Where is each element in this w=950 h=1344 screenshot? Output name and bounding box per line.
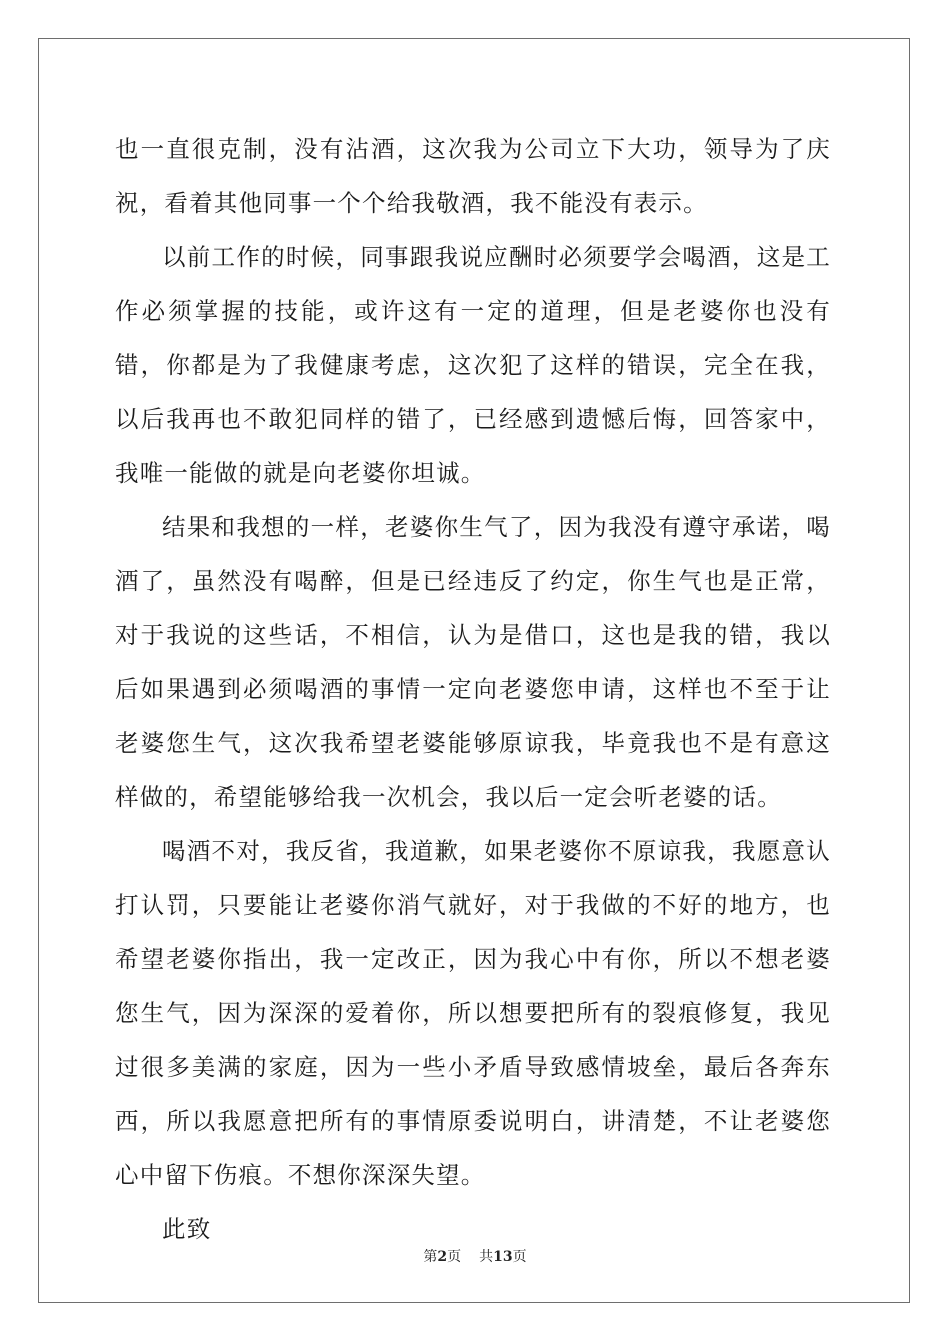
page-number: 2 xyxy=(437,1249,448,1265)
closing-salutation: 此致 xyxy=(162,1215,212,1243)
page-suffix: 页 xyxy=(447,1249,462,1265)
total-pages: 13 xyxy=(493,1249,513,1265)
document-body xyxy=(115,122,831,1256)
total-suffix: 页 xyxy=(512,1249,527,1265)
paragraph-2: 以前工作的时候，同事跟我说应酬时必须要学会喝酒，这是工作必须掌握的技能，或许这有一定的道理，但是老婆你也没有错，你都是为了我健康考虑，这次犯了这样的错误，完全在我，以后我再也不敢犯同样的错了，已经感到遗憾后悔，回答家中，我唯一能做的就是向老婆你坦诚。 xyxy=(115,243,831,487)
paragraph-4: 喝酒不对，我反省，我道歉，如果老婆你不原谅我，我愿意认打认罚，只要能让老婆你消气就好，对于我做的不好的地方，也希望老婆你指出，我一定改正，因为我心中有你，所以不想老婆您生气，因为深深的爱着你，所以想要把所有的裂痕修复，我见过很多美满的家庭，因为一些小矛盾导致感情坡垒，最后各奔东西，所以我愿意把所有的事情原委说明白，讲清楚，不让老婆您心中留下伤痕。不想你深深失望。 xyxy=(115,837,831,1189)
page-footer xyxy=(0,1246,950,1266)
paragraph-3: 结果和我想的一样，老婆你生气了，因为我没有遵守承诺，喝酒了，虽然没有喝醉，但是已经违反了约定，你生气也是正常，对于我说的这些话，不相信，认为是借口，这也是我的错，我以后如果遇到必须喝酒的事情一定向老婆您申请，这样也不至于让老婆您生气，这次我希望老婆能够原谅我，毕竟我也不是有意这样做的，希望能够给我一次机会，我以后一定会听老婆的话。 xyxy=(115,513,831,811)
total-prefix: 共 xyxy=(479,1249,494,1265)
page-prefix: 第 xyxy=(423,1249,438,1265)
paragraph-1: 也一直很克制，没有沾酒，这次我为公司立下大功，领导为了庆祝，看着其他同事一个个给我敬酒，我不能没有表示。 xyxy=(115,135,831,217)
